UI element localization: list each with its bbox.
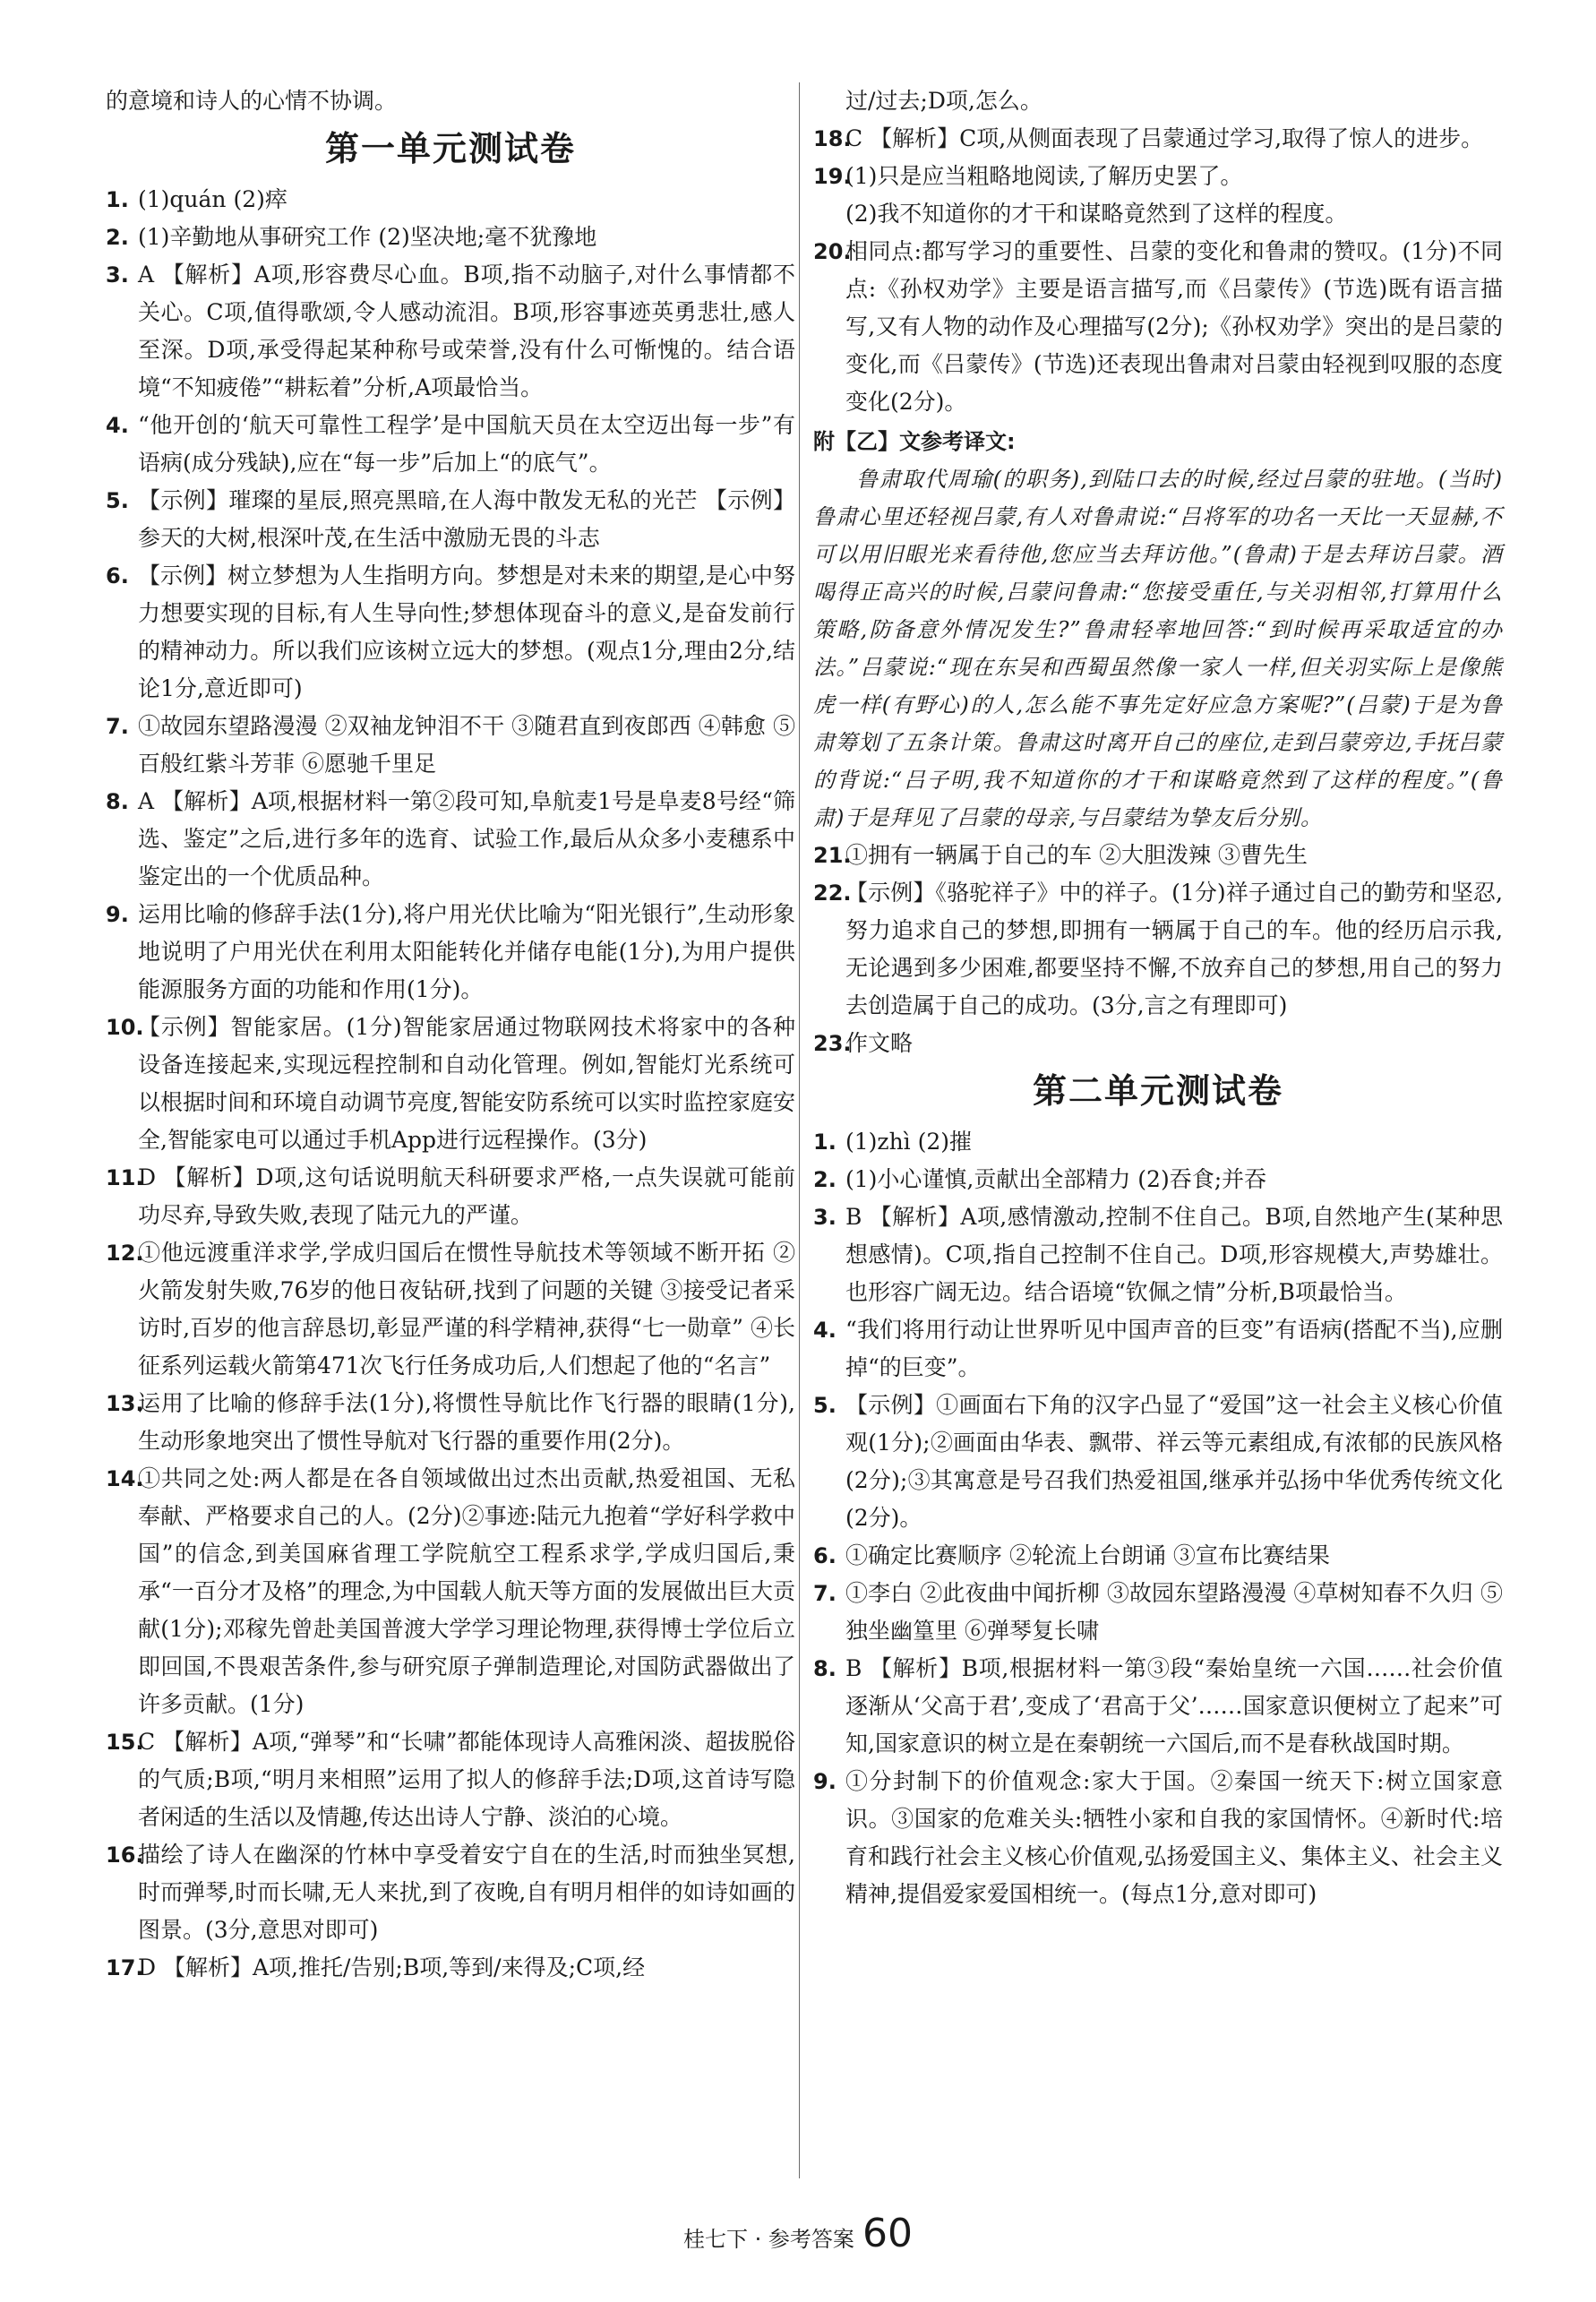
answer-text: 运用了比喻的修辞手法(1分),将惯性导航比作飞行器的眼睛(1分),生动形象地突出了惯性导航对飞行器的重要作用(2分)。 (138, 1390, 795, 1454)
answer-item (106, 407, 795, 482)
answer-number: 9. (106, 902, 129, 927)
answer-text: B 【解析】B项,根据材料一第③段“秦始皇统一六国……社会价值逐渐从‘父高于君’,变成了‘君高于父’……国家意识便树立了起来”可知,国家意识的树立是在秦朝统一六国后,而不是春秋战国时期。 (845, 1655, 1503, 1757)
answer-item (813, 874, 1503, 1025)
answer-text: (1)小心谨慎,贡献出全部精力 (2)吞食;并吞 (845, 1166, 1267, 1192)
answer-text: 描绘了诗人在幽深的竹林中享受着安宁自在的生活,时而独坐冥想,时而弹琴,时而长啸,无人来扰,到了夜晚,自有明月相伴的如诗如画的图景。(3分,意思对即可) (138, 1842, 795, 1943)
answer-item (106, 1949, 795, 1987)
answer-text: D 【解析】D项,这句话说明航天科研要求严格,一点失误就可能前功尽弃,导致失败,表现了陆元九的严谨。 (138, 1164, 795, 1228)
unit-1-answers (106, 181, 795, 1987)
answer-item (813, 837, 1503, 874)
answer-item (106, 1460, 795, 1723)
answer-item (106, 1836, 795, 1949)
answer-item (106, 1009, 795, 1159)
answer-item (813, 1763, 1503, 1913)
answer-number: 7. (813, 1581, 837, 1606)
answer-item (813, 1161, 1503, 1198)
answer-number: 3. (106, 262, 129, 288)
answer-text: C 【解析】A项,“弹琴”和“长啸”都能体现诗人高雅闲淡、超拔脱俗的气质;B项,“明月来相照”运用了拟人的修辞手法;D项,这首诗写隐者闲适的生活以及情趣,传达出诗人宁静、淡泊的心境。 (138, 1729, 795, 1830)
answer-text: ①李白 ②此夜曲中闻折柳 ③故园东望路漫漫 ④草树知春不久归 ⑤独坐幽篁里 ⑥弹琴复长啸 (845, 1580, 1503, 1644)
answer-text: ①共同之处:两人都是在各自领域做出过杰出贡献,热爱祖国、无私奉献、严格要求自己的人。(2分)②事迹:陆元九抱着“学好科学救中国”的信念,到美国麻省理工学院航空工程系求学,学成归国后,秉承“一百分才及格”的理念,为中国载人航天等方面的发展做出巨大贡献(1分);邓稼先曾赴美国普渡大学学习理论物理,获得博士学位后立即回国,不畏艰苦条件,参与研究原子弹制造理论,对国防武器做出了许多贡献。(1分) (138, 1465, 795, 1717)
answer-text: 作文略 (845, 1030, 914, 1056)
answer-number: 18. (813, 126, 852, 151)
answer-text: ①分封制下的价值观念:家大于国。②秦国一统天下:树立国家意识。③国家的危难关头:牺牲小家和自我的家国情怀。④新时代:培育和践行社会主义核心价值观,弘扬爱国主义、集体主义、社会主义精神,提倡爱家爱国相统一。(每点1分,意对即可) (845, 1768, 1503, 1907)
answer-item (813, 1123, 1503, 1161)
answer-item (106, 181, 795, 219)
answer-item (813, 120, 1503, 158)
answer-text: “他开创的‘航天可靠性工程学’是中国航天员在太空迈出每一步”有语病(成分残缺),应在“每一步”后加上“的底气”。 (138, 412, 795, 476)
answer-number: 16. (106, 1842, 144, 1868)
answer-text: (1)quán (2)瘁 (138, 186, 287, 212)
answer-number: 6. (813, 1543, 837, 1568)
footer-label: 桂七下 · 参考答案 (683, 2227, 854, 2252)
answer-text: C 【解析】C项,从侧面表现了吕蒙通过学习,取得了惊人的进步。 (845, 125, 1484, 151)
answer-text: ①故园东望路漫漫 ②双袖龙钟泪不干 ③随君直到夜郎西 ④韩愈 ⑤百般红紫斗芳菲 ⑥愿驰千里足 (138, 713, 795, 777)
answer-number: 5. (106, 488, 129, 513)
appendix-translation: 鲁肃取代周瑜(的职务),到陆口去的时候,经过吕蒙的驻地。(当时)鲁肃心里还轻视吕蒙,有人对鲁肃说:“吕将军的功名一天比一天显赫,不可以用旧眼光来看待他,您应当去拜访他。”(鲁肃)于是去拜访吕蒙。酒喝得正高兴的时候,吕蒙问鲁肃:“您接受重任,与关羽相邻,打算用什么策略,防备意外情况发生?”鲁肃轻率地回答:“到时候再采取适宜的办法。”吕蒙说:“现在东吴和西蜀虽然像一家人一样,但关羽实际上是像熊虎一样(有野心)的人,怎么能不事先定好应急方案呢?”(吕蒙)于是为鲁肃筹划了五条计策。鲁肃这时离开自己的座位,走到吕蒙旁边,手抚吕蒙的背说:“吕子明,我不知道你的才干和谋略竟然到了这样的程度。”(鲁肃)于是拜见了吕蒙的母亲,与吕蒙结为挚友后分别。 (813, 467, 1503, 830)
answer-item (106, 256, 795, 407)
answer-text: ①确定比赛顺序 ②轮流上台朗诵 ③宣布比赛结果 (845, 1542, 1330, 1568)
answer-item (813, 1387, 1503, 1537)
answer-text: D 【解析】A项,推托/告别;B项,等到/来得及;C项,经 (138, 1954, 646, 1980)
answer-number: 12. (106, 1241, 144, 1266)
answer-19-part-2: (2)我不知道你的才干和谋略竟然到了这样的程度。 (845, 201, 1348, 227)
page-number: 60 (862, 2211, 913, 2256)
answer-number: 21. (813, 843, 852, 868)
answer-text: 相同点:都写学习的重要性、吕蒙的变化和鲁肃的赞叹。(1分)不同点:《孙权劝学》主要是语言描写,而《吕蒙传》(节选)既有语言描写,又有人物的动作及心理描写(2分);《孙权劝学》突出的是吕蒙的变化,而《吕蒙传》(节选)还表现出鲁肃对吕蒙由轻视到叹服的态度变化(2分)。 (845, 238, 1503, 415)
answer-number: 6. (106, 563, 129, 588)
answer-number: 23. (813, 1031, 852, 1056)
answer-text: 【示例】智能家居。(1分)智能家居通过物联网技术将家中的各种设备连接起来,实现远程控制和自动化管理。例如,智能灯光系统可以根据时间和环境自动调节亮度,智能安防系统可以实时监控家庭安全,智能家电可以通过手机App进行远程操作。(3分) (138, 1014, 795, 1153)
unit-2-answers (813, 1123, 1503, 1913)
answer-item (106, 482, 795, 557)
answer-text: ①他远渡重洋求学,学成归国后在惯性导航技术等领域不断开拓 ②火箭发射失败,76岁的他日夜钻研,找到了问题的关键 ③接受记者采访时,百岁的他言辞恳切,彰显严谨的科学精神,获得“七一勋章” ④长征系列运载火箭第471次飞行任务成功后,人们想起了他的“名言” (138, 1240, 795, 1379)
answer-text: 【示例】《骆驼祥子》中的祥子。(1分)祥子通过自己的勤劳和坚忍,努力追求自己的梦想,即拥有一辆属于自己的车。他的经历启示我,无论遇到多少困难,都要坚持不懈,不放弃自己的梦想,用自己的努力去创造属于自己的成功。(3分,言之有理即可) (845, 880, 1503, 1018)
answer-item (813, 1537, 1503, 1575)
answer-number: 10. (106, 1015, 144, 1040)
answer-item (813, 1025, 1503, 1062)
section-title-unit-1: 第一单元测试卷 (324, 129, 576, 168)
answer-text: (1)zhì (2)摧 (845, 1129, 973, 1155)
answer-number: 8. (106, 789, 129, 814)
answer-number: 7. (106, 714, 129, 739)
answer-number: 1. (106, 187, 129, 212)
answer-item (813, 1575, 1503, 1650)
answer-number: 4. (813, 1318, 837, 1343)
answer-item (106, 708, 795, 783)
answer-number: 4. (106, 413, 129, 438)
answer-item (106, 557, 795, 708)
column-divider (799, 82, 800, 2178)
answer-number: 13. (106, 1391, 144, 1416)
answer-number: 14. (106, 1466, 144, 1491)
unit-1-answers-continued (813, 120, 1503, 195)
answer-item (813, 1198, 1503, 1311)
carry-over-line: 的意境和诗人的心情不协调。 (106, 88, 398, 114)
answer-number: 9. (813, 1769, 837, 1794)
answer-text: A 【解析】A项,根据材料一第②段可知,阜航麦1号是阜麦8号经“筛选、鉴定”之后,进行多年的选育、试验工作,最后从众多小麦穗系中鉴定出的一个优质品种。 (138, 788, 795, 889)
answer-number: 22. (813, 880, 852, 906)
answer-text: A 【解析】A项,形容费尽心血。B项,指不动脑子,对什么事情都不关心。C项,值得歌颂,令人感动流泪。B项,形容事迹英勇悲壮,感人至深。D项,承受得起某种称号或荣誉,没有什么可惭愧的。结合语境“不知疲倦”“耕耘着”分析,A项最恰当。 (138, 262, 795, 400)
appendix-title: 附【乙】文参考译文: (813, 429, 1016, 454)
answer-number: 11. (106, 1165, 144, 1190)
answer-text: (1)辛勤地从事研究工作 (2)坚决地;毫不犹豫地 (138, 224, 597, 250)
answer-number: 17. (106, 1955, 144, 1980)
section-title-unit-2: 第二单元测试卷 (1032, 1071, 1283, 1111)
answer-item (106, 896, 795, 1009)
answer-number: 8. (813, 1656, 837, 1681)
answer-number: 2. (106, 225, 129, 250)
answer-item (106, 1385, 795, 1460)
answer-text: ①拥有一辆属于自己的车 ②大胆泼辣 ③曹先生 (845, 842, 1308, 868)
answer-number: 1. (813, 1130, 837, 1155)
answer-text: 运用比喻的修辞手法(1分),将户用光伏比喻为“阳光银行”,生动形象地说明了户用光伏在利用太阳能转化并储存电能(1分),为用户提供能源服务方面的功能和作用(1分)。 (138, 901, 795, 1002)
right-column (813, 82, 1503, 1913)
carry-over-line: 过/过去;D项,怎么。 (845, 88, 1043, 114)
answer-item-20 (813, 233, 1503, 421)
answer-item (813, 1311, 1503, 1387)
answer-text: (1)只是应当粗略地阅读,了解历史罢了。 (845, 163, 1243, 189)
answer-item (813, 1650, 1503, 1763)
answer-number: 5. (813, 1393, 837, 1418)
answer-item (106, 1159, 795, 1234)
answer-text: 【示例】璀璨的星辰,照亮黑暗,在人海中散发无私的光芒 【示例】参天的大树,根深叶茂,在生活中激励无畏的斗志 (138, 487, 795, 551)
answer-text: “我们将用行动让世界听见中国声音的巨变”有语病(搭配不当),应删掉“的巨变”。 (845, 1317, 1503, 1380)
answer-text: 【示例】树立梦想为人生指明方向。梦想是对未来的期望,是心中努力想要实现的目标,有人生导向性;梦想体现奋斗的意义,是奋发前行的精神动力。所以我们应该树立远大的梦想。(观点1分,理由2分,结论1分,意近即可) (138, 563, 795, 701)
answer-number: 20. (813, 239, 852, 264)
answer-item (106, 1723, 795, 1836)
answer-number: 2. (813, 1167, 837, 1192)
answer-item (813, 158, 1503, 195)
answer-number: 19. (813, 164, 852, 189)
answer-number: 3. (813, 1205, 837, 1230)
left-column (106, 82, 795, 1987)
answer-text: 【示例】①画面右下角的汉字凸显了“爱国”这一社会主义核心价值观(1分);②画面由华表、飘带、祥云等元素组成,有浓郁的民族风格(2分);③其寓意是号召我们热爱祖国,继承并弘扬中华优秀传统文化(2分)。 (845, 1392, 1503, 1531)
page-footer (0, 2211, 1596, 2256)
answer-item (106, 1234, 795, 1385)
answer-item (106, 219, 795, 256)
answer-number: 15. (106, 1730, 144, 1755)
answer-text: B 【解析】A项,感情激动,控制不住自己。B项,自然地产生(某种思想感情)。C项,指自己控制不住自己。D项,形容规模大,声势雄壮。也形容广阔无边。结合语境“钦佩之情”分析,B项最恰当。 (845, 1204, 1503, 1305)
unit-1-answers-end (813, 837, 1503, 1062)
answer-item (106, 783, 795, 896)
